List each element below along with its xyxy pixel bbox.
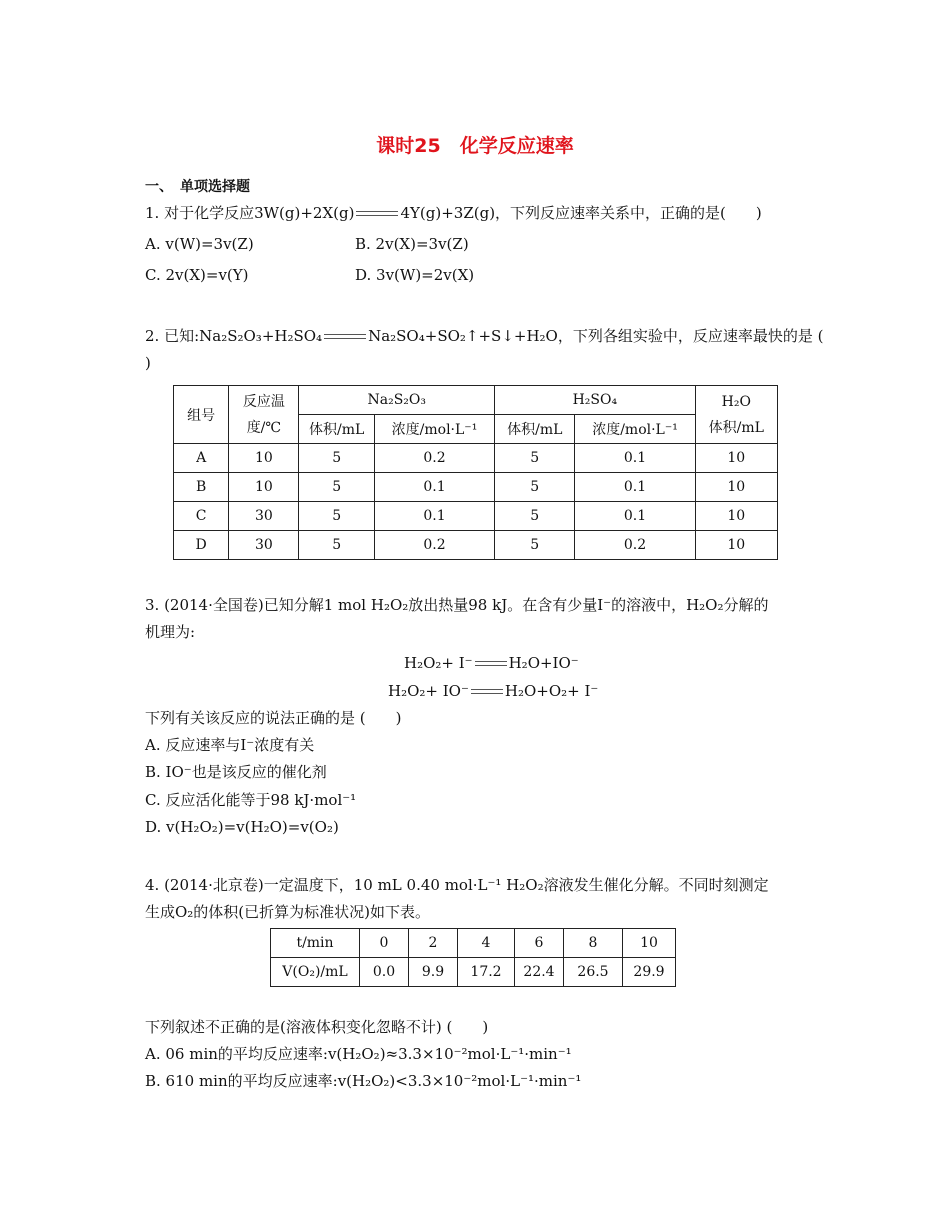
- table-cell: 0.1: [575, 444, 695, 473]
- table-row: [174, 531, 778, 560]
- q4-option-b[interactable]: B. 610 min的平均反应速率:v(H₂O₂)<3.3×10⁻²mol·L⁻¹·min⁻¹: [145, 1072, 582, 1090]
- table-cell: 5: [495, 502, 575, 531]
- q2-stem-left: 2. 已知:Na₂S₂O₃+H₂SO₄: [145, 327, 323, 345]
- header-h2o-line1: H₂O: [721, 393, 751, 410]
- mechanism-step-2: [388, 680, 598, 702]
- table-cell: D: [174, 531, 229, 560]
- table-cell: 6: [515, 929, 564, 958]
- header-temp-line2: 度/℃: [246, 419, 282, 436]
- table-cell: 30: [229, 502, 299, 531]
- step-2-left: H₂O₂+ IO⁻: [388, 682, 469, 700]
- table-cell: 0: [360, 929, 409, 958]
- table-cell: 5: [495, 444, 575, 473]
- q3-option-d[interactable]: D. v(H₂O₂)=v(H₂O)=v(O₂): [145, 818, 339, 836]
- table-cell: 5: [299, 473, 374, 502]
- table-cell: 10: [695, 531, 777, 560]
- table-cell: 5: [299, 444, 374, 473]
- q1-option-c[interactable]: C. 2v(X)=v(Y): [145, 266, 249, 284]
- header-volume: 体积/mL: [299, 415, 374, 444]
- equilibrium-sign-icon: [473, 659, 509, 669]
- mechanism-step-1: [404, 652, 579, 674]
- question-3-stem: 3. (2014·全国卷)已知分解1 mol H₂O₂放出热量98 kJ。在含有少量I⁻的溶液中，H₂O₂分解的: [145, 596, 769, 614]
- header-temperature: [229, 386, 299, 444]
- q4-option-a[interactable]: A. 06 min的平均反应速率:v(H₂O₂)≈3.3×10⁻²mol·L⁻¹·min⁻¹: [145, 1045, 572, 1063]
- table-cell: 22.4: [515, 958, 564, 987]
- header-h2o: [695, 386, 777, 444]
- q1-option-d[interactable]: D. 3v(W)=2v(X): [355, 266, 475, 284]
- header-na2s2o3: Na₂S₂O₃: [299, 386, 495, 415]
- q1-option-b[interactable]: B. 2v(X)=3v(Z): [355, 235, 469, 253]
- header-concentration: 浓度/mol·L⁻¹: [575, 415, 695, 444]
- table-cell: 2: [409, 929, 458, 958]
- equilibrium-sign-icon: [322, 332, 368, 342]
- table-cell: 0.1: [575, 473, 695, 502]
- row-label-volume: V(O₂)/mL: [271, 958, 360, 987]
- table-cell: 10: [229, 473, 299, 502]
- table-cell: 5: [299, 531, 374, 560]
- table-cell: C: [174, 502, 229, 531]
- table-row: [174, 444, 778, 473]
- table-cell: 17.2: [458, 958, 515, 987]
- q3-option-b[interactable]: B. IO⁻也是该反应的催化剂: [145, 763, 327, 781]
- q1-stem-right: 4Y(g)+3Z(g)，下列反应速率关系中，正确的是( ): [400, 204, 762, 222]
- q2-stem-close: ): [145, 354, 151, 372]
- table-row: [174, 502, 778, 531]
- table-cell: B: [174, 473, 229, 502]
- table-cell: 10: [229, 444, 299, 473]
- header-h2so4: H₂SO₄: [495, 386, 696, 415]
- table-cell: 0.2: [374, 444, 494, 473]
- table-cell: 8: [564, 929, 623, 958]
- row-label-time: t/min: [271, 929, 360, 958]
- question-4-stem: 4. (2014·北京卷)一定温度下，10 mL 0.40 mol·L⁻¹ H₂O₂溶液发生催化分解。不同时刻测定: [145, 876, 769, 894]
- q2-stem-right: Na₂SO₄+SO₂↑+S↓+H₂O，下列各组实验中，反应速率最快的是 (: [368, 327, 824, 345]
- table-cell: 5: [495, 473, 575, 502]
- table-cell: 30: [229, 531, 299, 560]
- question-1-stem: [145, 202, 762, 224]
- question-3-ask: 下列有关该反应的说法正确的是 ( ): [145, 709, 402, 727]
- header-temp-line1: 反应温: [242, 393, 285, 410]
- oxygen-volume-table: [270, 928, 676, 987]
- header-h2o-line2: 体积/mL: [708, 419, 764, 436]
- table-cell: 26.5: [564, 958, 623, 987]
- table-cell: 5: [495, 531, 575, 560]
- q3-option-c[interactable]: C. 反应活化能等于98 kJ·mol⁻¹: [145, 791, 357, 809]
- table-row: [271, 958, 676, 987]
- experiment-table: [173, 385, 778, 560]
- header-volume: 体积/mL: [495, 415, 575, 444]
- table-row: [271, 929, 676, 958]
- table-cell: A: [174, 444, 229, 473]
- table-cell: 0.1: [374, 473, 494, 502]
- page-title: 课时25 化学反应速率: [376, 135, 574, 157]
- table-cell: 10: [695, 444, 777, 473]
- equilibrium-sign-icon: [354, 209, 400, 219]
- table-cell: 0.2: [575, 531, 695, 560]
- table-cell: 0.1: [575, 502, 695, 531]
- question-3-stem-cont: 机理为:: [145, 623, 196, 641]
- table-cell: 9.9: [409, 958, 458, 987]
- q1-stem-left: 1. 对于化学反应3W(g)+2X(g): [145, 204, 355, 222]
- q1-option-a[interactable]: A. v(W)=3v(Z): [145, 235, 254, 253]
- q3-option-a[interactable]: A. 反应速率与I⁻浓度有关: [145, 736, 315, 754]
- table-cell: 5: [299, 502, 374, 531]
- table-row: [174, 473, 778, 502]
- header-group: 组号: [174, 386, 229, 444]
- step-2-right: H₂O+O₂+ I⁻: [504, 682, 599, 700]
- table-cell: 10: [695, 502, 777, 531]
- equilibrium-sign-icon: [469, 687, 505, 697]
- question-4-stem-cont: 生成O₂的体积(已折算为标准状况)如下表。: [145, 903, 431, 921]
- table-cell: 29.9: [623, 958, 676, 987]
- table-cell: 4: [458, 929, 515, 958]
- section-heading: 一、 单项选择题: [145, 179, 250, 195]
- step-1-right: H₂O+IO⁻: [508, 654, 579, 672]
- table-cell: 0.2: [374, 531, 494, 560]
- header-concentration: 浓度/mol·L⁻¹: [374, 415, 494, 444]
- table-cell: 0.0: [360, 958, 409, 987]
- question-2-stem: [145, 325, 823, 347]
- table-cell: 10: [623, 929, 676, 958]
- table-cell: 10: [695, 473, 777, 502]
- question-4-ask: 下列叙述不正确的是(溶液体积变化忽略不计) ( ): [145, 1018, 489, 1036]
- step-1-left: H₂O₂+ I⁻: [404, 654, 473, 672]
- table-cell: 0.1: [374, 502, 494, 531]
